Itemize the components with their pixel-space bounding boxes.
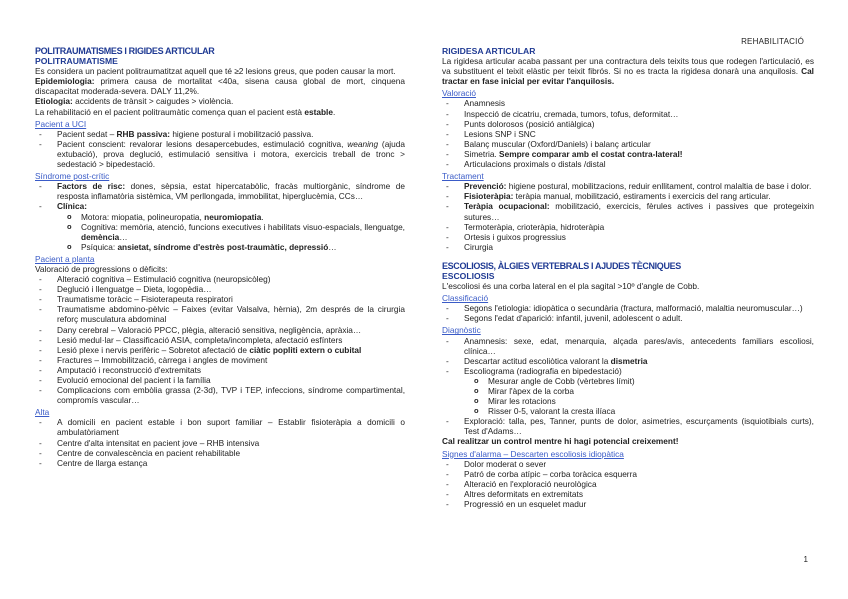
rigidesa-intro <box>442 56 814 86</box>
list-item: - Cirurgia <box>464 242 814 252</box>
list-item: - Amputació i reconstrucció d'extremitats <box>57 365 405 375</box>
rehab-text: La rehabilitació en el pacient politraumàtic comença quan el pacient està <box>35 106 305 117</box>
uci-2c: (ajuda extubació), prova deglució, estimulació sensitiva i motora, exercicis treball de tronc > sedestació > bipedestació. <box>57 138 405 170</box>
list-item <box>464 149 814 159</box>
planta-intro: Valoració de progressions o dèficits: <box>35 263 168 274</box>
list-item: - Inspecció de cicatriu, cremada, tumors, tofus, deformitat… <box>464 109 814 119</box>
uci-2a: Pacient conscient: revalorar lesions desapercebudes, estimulació cognitiva, <box>57 138 348 149</box>
uci-2i: weaning <box>347 138 379 149</box>
list-item <box>81 212 405 222</box>
list-item: - Alteració en l'exploració neurològica <box>464 479 814 489</box>
right-column <box>442 46 814 509</box>
diag-3: Escoliograma (radiografia en bipedestació) <box>464 365 622 376</box>
diag-2a: Descartar actitud escoliòtica valorant la <box>464 355 611 366</box>
prev-text: higiene postural, mobilitzacions, reduir enllitament, control malaltia de base i dolor. <box>506 181 812 192</box>
list-item: - Complicacions com embòlia grassa (2-3d), TVP i TEP, infeccions, síndrome compartimental, compromís vascular… <box>57 385 405 405</box>
subtitle-politraumatisme: POLITRAUMATISME <box>35 56 118 67</box>
list-item: - Dany cerebral – Valoració PPCC, plègia, alteració sensitiva, negligència, apràxia… <box>57 325 405 335</box>
intro-paragraph: Es considera un pacient politraumatitzat aquell que té ≥2 lesions greus, que poden causar la mort. <box>35 66 396 77</box>
list-item <box>464 356 814 366</box>
list-item: - Articulacions proximals o distals /distal <box>464 159 814 169</box>
valoracio-list <box>442 98 814 169</box>
list-item: - Lesió medul·lar – Classificació ASIA, completa/incompleta, afectació esfínters <box>57 335 405 345</box>
escoliosis-intro: L'escoliosi és una corba lateral en el pla sagital >10º d'angle de Cobb. <box>442 281 700 292</box>
motor-b: neuromiopatia <box>204 211 262 222</box>
list-item: o Mesurar angle de Cobb (vèrtebres límit) <box>488 376 814 386</box>
section-uci: Pacient a UCI <box>35 118 87 129</box>
uci-1b: RHB passiva: <box>116 128 171 139</box>
list-item <box>57 345 405 355</box>
list-item <box>57 129 405 139</box>
section-post-critic: Síndrome post-crític <box>35 171 110 182</box>
diag-2b: dismetria <box>610 355 648 366</box>
list-item: - A domicili en pacient estable i bon suport familiar – Establir fisioteràpia a domicili o ambulatòriament <box>57 417 405 437</box>
list-item: - Centre de llarga estança <box>57 458 405 468</box>
list-item: - Punts dolorosos (posició antiàlgica) <box>464 119 814 129</box>
list-item <box>464 366 814 416</box>
cog-a: Cognitiva: memòria, atenció, funcions executives i habilitats visuo-espacials, llenguatge, <box>81 221 405 232</box>
list-item: o Mirar les rotacions <box>488 396 814 406</box>
list-item <box>57 181 405 201</box>
list-item: - Fractures – Immobilització, càrrega i angles de moviment <box>57 355 405 365</box>
fisio-label: Fisioteràpia: <box>464 191 514 202</box>
list-item <box>57 139 405 169</box>
plexe-b: ciàtic popliti extern o cubital <box>249 344 362 355</box>
psi-a: Psíquica: <box>81 241 118 252</box>
diagnostic-list <box>442 336 814 437</box>
section-alarma: Signes d'alarma – Descarten escoliosis idiopàtica <box>442 448 624 459</box>
planta-list <box>35 274 405 405</box>
list-item <box>57 201 405 251</box>
list-item: - Anamnesis: sexe, edat, menarquia, alçada pares/avis, antecedents familiars escoliosi, clínica… <box>464 336 814 356</box>
clinic-label: Clínica: <box>57 201 87 212</box>
page-number: 1 <box>803 554 808 564</box>
section-planta: Pacient a planta <box>35 253 95 264</box>
control-note: Cal realitzar un control mentre hi hagi potencial creixement! <box>442 436 679 447</box>
section-tractament: Tractament <box>442 171 484 182</box>
epi-label: Epidemiologia: <box>35 76 95 87</box>
escoliosis-subtitle: ESCOLIOSIS <box>442 270 495 281</box>
list-item <box>464 201 814 221</box>
list-item <box>81 242 405 252</box>
section-valoracio: Valoració <box>442 88 476 99</box>
left-column <box>35 46 405 468</box>
sim-a: Simetria. <box>464 148 500 159</box>
list-item: - Altres deformitats en extremitats <box>464 489 814 499</box>
motor-c: . <box>261 211 264 222</box>
list-item: - Lesions SNP i SNC <box>464 129 814 139</box>
list-item: - Traumatisme toràcic – Fisioterapeuta respiratori <box>57 294 405 304</box>
list-item: - Dolor moderat o sever <box>464 459 814 469</box>
ocu-text: mobilització, exercicis, fèrules actives i passives que protegeixin sutures… <box>464 201 814 222</box>
section-diagnostic: Diagnòstic <box>442 325 481 336</box>
alta-list <box>35 417 405 467</box>
risk-label: Factors de risc: <box>57 181 126 192</box>
escoliosis-title: ESCOLIOSIS, ÀLGIES VERTEBRALS I AJUDES TÈCNIQUES <box>442 260 681 271</box>
etiology-paragraph <box>35 96 405 106</box>
motor-a: Motora: miopatia, polineuropatia, <box>81 211 205 222</box>
prev-label: Prevenció: <box>464 181 507 192</box>
clinic-sublist <box>57 212 405 252</box>
rehab-end: . <box>332 106 336 117</box>
rehab-bold: estable <box>304 106 333 117</box>
etio-label: Etiologia: <box>35 96 73 107</box>
list-item <box>464 191 814 201</box>
risk-text: dones, sèpsia, estat hipercatabòlic, fracàs multiorgànic, síndrome de resposta inflamatòria sistèmica, VM perllongada, immobilitat, hiperglucèmia, CCs… <box>57 181 405 202</box>
list-item: o Risser 0-5, valorant la cresta ilíaca <box>488 406 814 416</box>
list-item: - Segons l'edat d'aparició: infantil, juvenil, adolescent o adult. <box>464 313 814 323</box>
psi-c: … <box>328 241 337 252</box>
uci-list <box>35 129 405 169</box>
list-item: - Balanç muscular (Oxford/Daniels) i balanç articular <box>464 139 814 149</box>
list-item: o Mirar l'àpex de la corba <box>488 386 814 396</box>
post-critic-list <box>35 181 405 252</box>
list-item: - Traumatisme abdomino-pèlvic – Faixes (evitar Valsalva, hèrnia), 2m després de la cirurgia reforç musculatura abdominal <box>57 304 405 324</box>
rehab-paragraph <box>35 107 405 117</box>
list-item: - Ortesis i guixos progressius <box>464 232 814 242</box>
list-item <box>81 222 405 242</box>
list-item: - Patró de corba atípic – corba toràcica esquerra <box>464 469 814 479</box>
list-item: - Alteració cognitiva – Estimulació cognitiva (neuropsicòleg) <box>57 274 405 284</box>
section-classificacio: Classificació <box>442 293 489 304</box>
rig-intro-bold: Cal tractar en fase inicial per evitar l'anquilosis. <box>442 66 814 87</box>
epidemiology-paragraph <box>35 76 405 96</box>
list-item: - Anamnesis <box>464 98 814 108</box>
list-item: - Segons l'etiologia: idiopàtica o secundària (fractura, malformació, malaltia neuromuscular…) <box>464 303 814 313</box>
main-title: POLITRAUMATISMES I RIGIDES ARTICULAR <box>35 46 215 56</box>
rigidesa-title: RIGIDESA ARTICULAR <box>442 46 536 56</box>
list-item: - Centre d'alta intensitat en pacient jove – RHB intensiva <box>57 438 405 448</box>
alarma-list <box>442 459 814 509</box>
cog-b: demència <box>81 231 120 242</box>
section-alta: Alta <box>35 407 50 418</box>
list-item: - Centre de convalescència en pacient rehabilitable <box>57 448 405 458</box>
list-item: - Exploració: talla, pes, Tanner, punts de dolor, asimetries, escurçaments (isquiotibials curts), Test d'Adams… <box>464 416 814 436</box>
sim-b: Sempre comparar amb el costat contra-lateral! <box>499 148 683 159</box>
running-header: REHABILITACIÓ <box>741 37 804 46</box>
epi-text: primera causa de mortalitat <40a, sisena causa global de mort, cinquena discapacitat moderada-severa. DALY 11,2%. <box>35 76 405 97</box>
classificacio-list <box>442 303 814 323</box>
tractament-list <box>442 181 814 252</box>
uci-1a: Pacient sedat – <box>57 128 117 139</box>
uci-1c: higiene postural i mobilització passiva. <box>170 128 314 139</box>
escoliograma-sublist <box>464 376 814 416</box>
psi-b: ansietat, síndrome d'estrès post-traumàtic, depressió <box>117 241 329 252</box>
fisio-text: teràpia manual, mobilització, estiraments i exercicis del rang articular. <box>513 191 771 202</box>
ocu-label: Teràpia ocupacional: <box>464 201 550 212</box>
cog-c: … <box>119 231 128 242</box>
list-item: - Termoteràpia, crioteràpia, hidroteràpia <box>464 222 814 232</box>
list-item: - Progressió en un esquelet madur <box>464 499 814 509</box>
list-item: - Evolució emocional del pacient i la família <box>57 375 405 385</box>
rig-intro: La rigidesa articular acaba passant per una contractura dels teixits tous que rodegen l'articulació, es va substituent el teixit elàstic per teixit fibrós. Si no es tracta la rigidesa donarà una anquilosis. <box>442 56 814 77</box>
plexe-a: Lesió plexe i nervis perifèric – Sobretot afectació de <box>57 344 250 355</box>
etio-text: accidents de trànsit > caigudes > violència. <box>72 96 234 107</box>
list-item <box>464 181 814 191</box>
list-item: - Deglució i llenguatge – Dieta, logopèdia… <box>57 284 405 294</box>
